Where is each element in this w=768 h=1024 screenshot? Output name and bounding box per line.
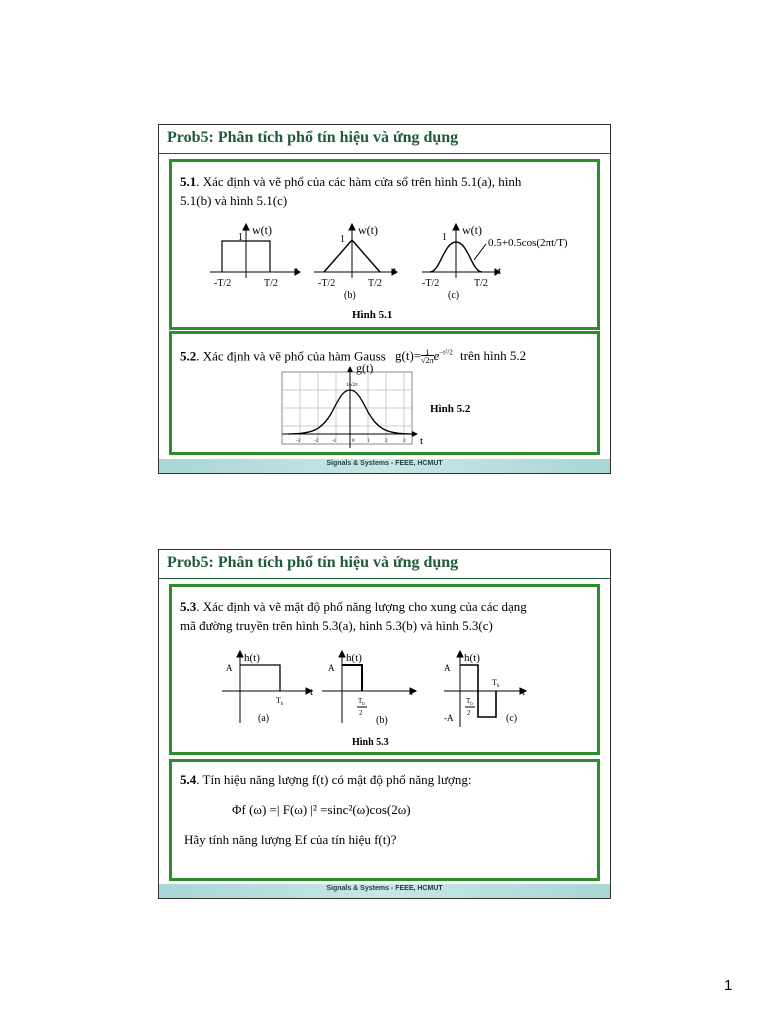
- window-b-plot: [314, 224, 397, 278]
- tick-label: 2: [385, 439, 388, 444]
- amp-label: 1: [238, 232, 243, 243]
- gauss-formula: g(t)= 1 $√2\pi e^{-t^2/2}$: [395, 348, 453, 366]
- title-divider: [159, 578, 610, 579]
- h-label: h(t): [464, 652, 480, 664]
- slide-2: [158, 549, 611, 899]
- figure-5-3: [172, 641, 597, 753]
- problem-5-1-text: 5.1. Xác định và vẽ phổ của các hàm cửa sổ trên hình 5.1(a), hình 5.1(b) và hình 5.1(c): [180, 174, 522, 208]
- amp-label: 1: [340, 234, 345, 245]
- tb-label: $T_b$: [276, 696, 284, 707]
- amp-label: A: [444, 663, 451, 673]
- pos-half-label: T/2: [264, 278, 278, 289]
- t-label: t: [310, 686, 314, 698]
- tick-label: 0: [352, 439, 355, 444]
- amp-label: A: [226, 663, 233, 673]
- tick-label: -1: [332, 439, 337, 444]
- neg-half-label: -T/2: [422, 278, 440, 289]
- t-label: t: [295, 265, 299, 277]
- title-divider: [159, 153, 610, 154]
- pos-half-label: T/2: [368, 278, 382, 289]
- g-label: g(t): [356, 364, 374, 375]
- t-label: t: [393, 265, 397, 277]
- problem-5-3-text: 5.3. Xác định và vẽ mật độ phổ năng lượng cho xung của các dạng mã đường truyền trên hình 5.3(a), hình 5.3(b) và hình 5.3(c): [180, 599, 527, 633]
- problem-number: 5.3: [180, 599, 197, 614]
- caption-b: (b): [344, 290, 356, 301]
- figure-caption: Hình 5.2: [430, 403, 471, 415]
- figure-caption: Hình 5.1: [352, 309, 393, 321]
- energy-spectrum-formula: Φf (ω) =| F(ω) |² =sinc²(ω)cos(2ω): [232, 802, 411, 817]
- problem-number: 5.2: [180, 348, 197, 364]
- problem-5-3-box: [169, 584, 600, 755]
- problem-5-2-text: 5.2. Xác định và vẽ phổ của hàm Gauss g(t)= 1 $√2\pi e^{-t^2/2}$ trên hình 5.2: [180, 348, 527, 366]
- page-number: 1: [724, 977, 733, 994]
- caption-c: (c): [448, 290, 460, 301]
- h-label: h(t): [346, 652, 362, 664]
- h-label: h(t): [244, 652, 260, 664]
- caption-a: (a): [258, 713, 270, 724]
- tb-label: $T_b$: [492, 678, 500, 689]
- window-c-plot: [422, 224, 500, 278]
- t-label: t: [522, 686, 526, 698]
- amp-label: A: [328, 663, 335, 673]
- problem-5-4-text: 5.4. Tín hiệu năng lượng f(t) có mật độ phổ năng lượng:: [180, 772, 472, 787]
- gauss-plot: [282, 366, 418, 448]
- amp-label: 1: [442, 232, 447, 243]
- pulse-b-plot: [322, 651, 416, 723]
- tick-label: -2: [314, 439, 319, 444]
- w-label: w(t): [252, 223, 272, 237]
- slide-title: Prob5: Phân tích phổ tín hiệu và ứng dụng: [167, 554, 459, 571]
- raised-cosine-formula: 0.5+0.5cos(2πt/T): [488, 237, 568, 249]
- half-label: 2: [359, 709, 363, 717]
- tick-label: 1: [367, 439, 370, 444]
- problem-5-1-box: [169, 159, 600, 330]
- tb-half-label: $T_b$: [466, 697, 473, 707]
- t-label: t: [420, 435, 424, 447]
- slide-footer: Signals & Systems - FEEE, HCMUT: [159, 459, 610, 473]
- neg-half-label: -T/2: [318, 278, 336, 289]
- problem-number: 5.4: [180, 772, 197, 787]
- tick-label: -3: [296, 439, 301, 444]
- figure-caption: Hình 5.3: [352, 737, 389, 748]
- neg-amp-label: -A: [444, 713, 454, 723]
- problem-5-4-question: Hãy tính năng lượng Ef của tín hiệu f(t)?: [184, 832, 397, 847]
- slide-title: Prob5: Phân tích phổ tín hiệu và ứng dụng: [167, 129, 459, 146]
- pos-half-label: T/2: [474, 278, 488, 289]
- figure-5-2: [172, 364, 597, 454]
- caption-c: (c): [506, 713, 518, 724]
- peak-label: 1/√2π: [346, 383, 358, 388]
- caption-b: (b): [376, 715, 388, 726]
- figure-5-1: [172, 216, 597, 326]
- t-label: t: [498, 265, 502, 277]
- t-label: t: [410, 686, 414, 698]
- slide-footer: Signals & Systems - FEEE, HCMUT: [159, 884, 610, 898]
- half-label: 2: [467, 709, 471, 717]
- w-label: w(t): [462, 223, 482, 237]
- w-label: w(t): [358, 223, 378, 237]
- problem-5-4-box: [169, 759, 600, 881]
- tick-label: 3: [403, 439, 406, 444]
- problem-5-2-box: [169, 331, 600, 455]
- problem-number: 5.1: [180, 174, 197, 189]
- neg-half-label: -T/2: [214, 278, 232, 289]
- slide-1: [158, 124, 611, 474]
- tb-label: $T_b$: [358, 697, 365, 707]
